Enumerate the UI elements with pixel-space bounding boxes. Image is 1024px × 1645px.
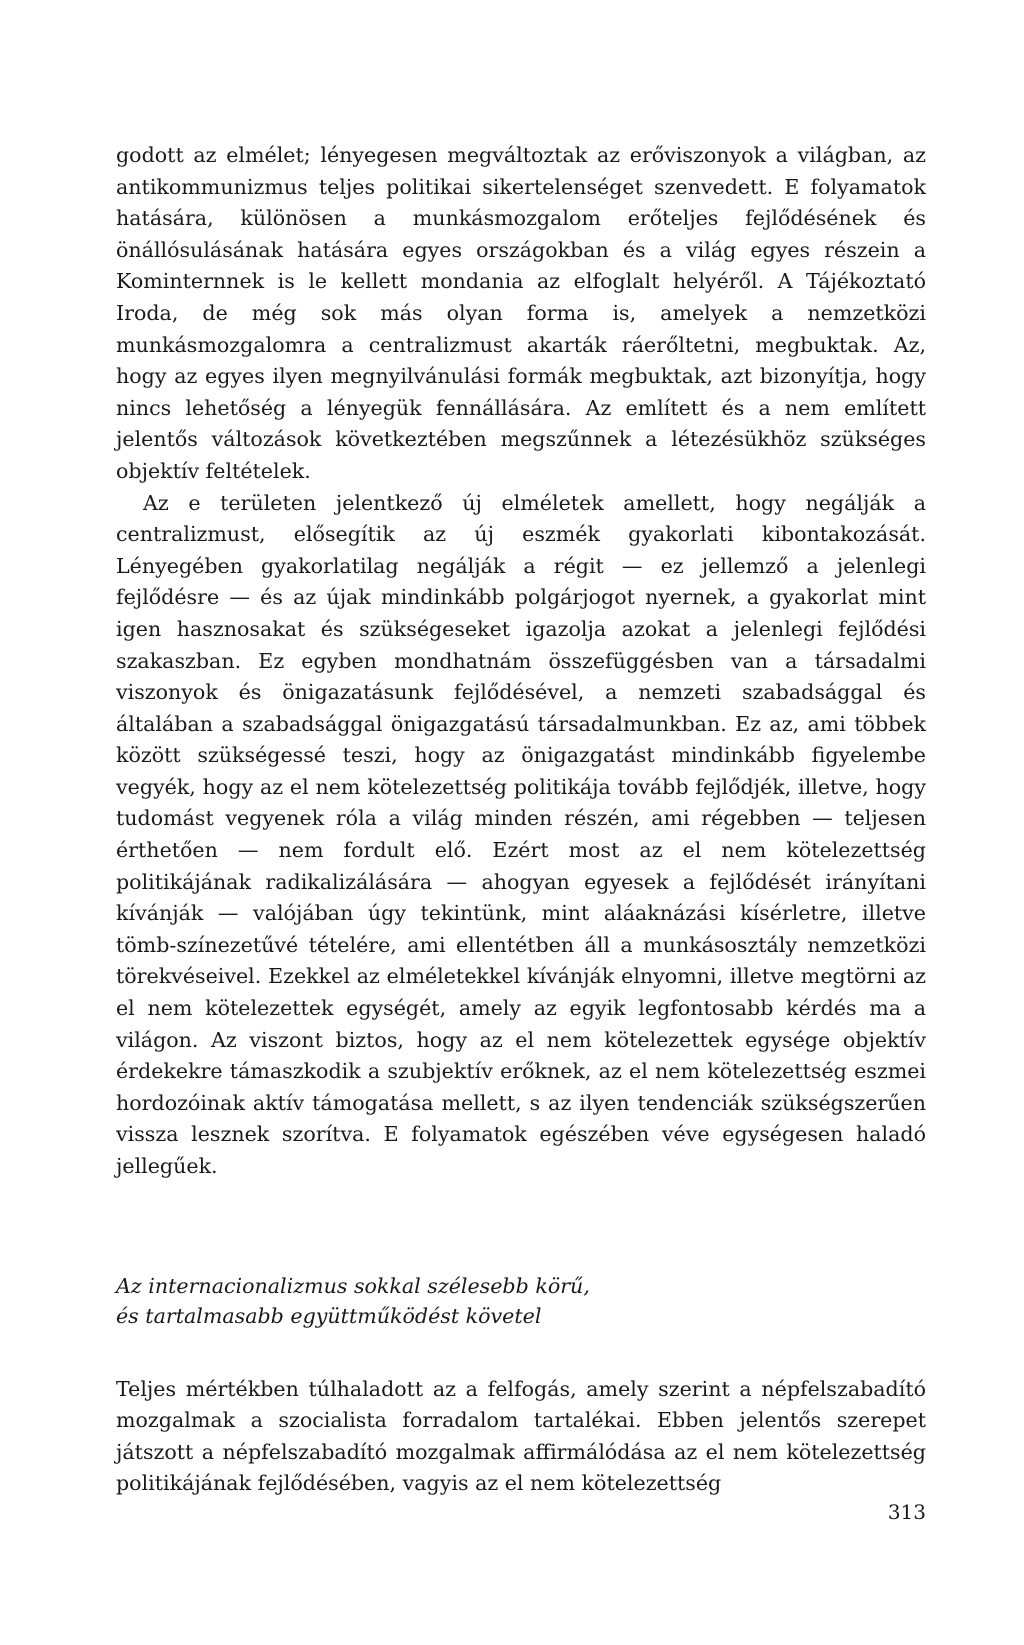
paragraph-2: Az e területen jelentkező új elméletek amellett, hogy negálják a centralizmust, elősegítik az új eszmék gyakorlati kibontakozását. Lényegében gyakorlatilag negálják a régit — ez jellemző a jelenlegi fejlődésre — és az újak mindinkább polgárjogot nyernek, a gyakorlat mint igen hasznosakat és szükségeseket igazolja azokat a jelenlegi fejlődési szakaszban. Ez egyben mondhatnám összefüggésben van a társadalmi viszonyok és önigazatásunk fejlődésével, a nemzeti szabadsággal és általában a szabadsággal önigazgatású társadalmunkban. Ez az, ami többek között szükségessé teszi, hogy az önigazgatást mindinkább figyelembe vegyék, hogy az el nem kötelezettség politikája tovább fejlődjék, illetve, hogy tudomást vegyenek róla a világ minden részén, ami régebben — teljesen érthetően — nem fordult elő. Ezért most az el nem kötelezettség politikájának radikalizálására — ahogyan egyesek a fejlődését irányítani kívánják — valójában úgy tekintünk, mint aláaknázási kísérletre, illetve tömb-színezetűvé tételére, ami ellentétben áll a munkásosztály nemzetközi törekvéseivel. Ezekkel az elméletekkel kívánják elnyomni, illetve megtörni az el nem kötelezettek egységét, amely az egyik legfontosabb kérdés ma a világon. Az viszont biztos, hogy az el nem kötelezettek egysége objektív érdekekre támaszkodik a szubjektív erőknek, az el nem kötelezettség eszmei hordozóinak aktív támogatása mellett, s az ilyen tendenciák szükségszerűen vissza lesznek szorítva. E folyamatok egészében véve egységesen haladó jellegűek.: [116, 490, 926, 1178]
section-heading-line-1: Az internacionalizmus sokkal szélesebb körű,: [116, 1273, 590, 1298]
page-number: 313: [887, 1500, 926, 1524]
section-heading-line-2: és tartalmasabb együttműködést követel: [116, 1304, 542, 1329]
paragraph-1: godott az elmélet; lényegesen megváltoztak az erőviszonyok a világban, az antikommunizmus teljes politikai sikertelenséget szenvedett. E folyamatok hatására, különösen a munkásmozgalom erőteljes fejlődésének és önállósulásának hatására egyes országokban és a világ egyes részein a Kominternnek is le kellett mondania az elfoglalt helyéről. A Tájékoztató Iroda, de még sok más olyan forma is, amelyek a nemzetközi munkásmozgalomra a centralizmust akarták ráerőltetni, megbuktak. Az, hogy az egyes ilyen megnyilvánulási formák megbuktak, azt bizonyítja, hogy nincs lehetőség a lényegük fennállására. Az említett és a nem említett jelentős változások következtében megszűnnek a létezésükhöz szükséges objektív feltételek.: [116, 143, 926, 483]
paragraph-3: Teljes mértékben túlhaladott az a felfogás, amely szerint a népfelszabadító mozgalmak a szocialista forradalom tartalékai. Ebben jelentős szerepet játszott a népfelszabadító mozgalmak affirmálódása az el nem kötelezettség politikájának fejlődésében, vagyis az el nem kötelezettség: [116, 1376, 926, 1496]
section-heading: [116, 1271, 926, 1332]
book-page: [116, 140, 926, 1500]
